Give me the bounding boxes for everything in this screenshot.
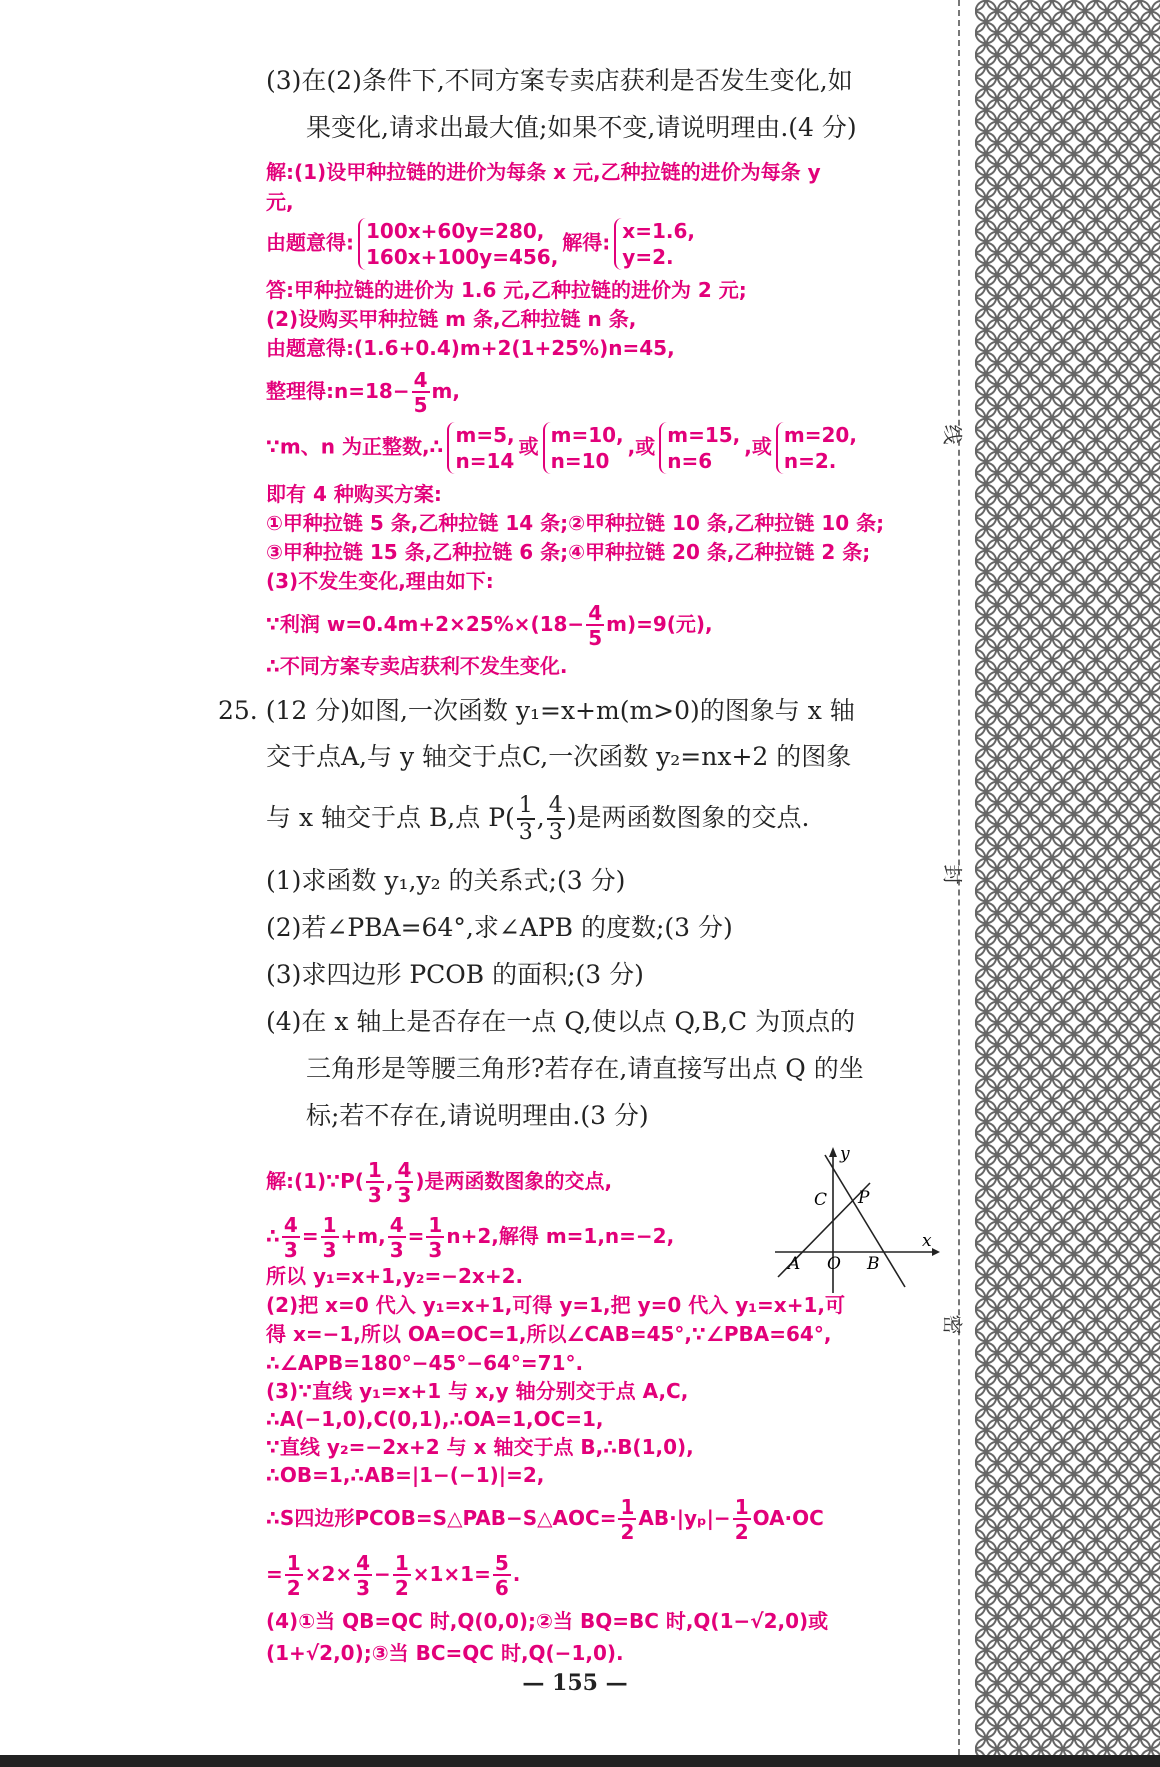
- equals: =: [407, 1224, 425, 1248]
- fraction-numerator: 4: [356, 1551, 371, 1575]
- sol24-line6: 由题意得:(1.6+0.4)m+2(1+25%)n=45,: [266, 336, 675, 360]
- sol25-line2: [266, 1215, 674, 1260]
- q25-sub4-line3: 标;若不存在,请说明理由.(3 分): [306, 1101, 649, 1130]
- fraction-numerator: 1: [620, 1495, 635, 1519]
- sol25-line8: ∴A(−1,0),C(0,1),∴OA=1,OC=1,: [266, 1407, 604, 1431]
- origin-label: O: [827, 1254, 841, 1274]
- q25-sub2: (2)若∠PBA=64°,求∠APB 的度数;(3 分): [266, 913, 733, 942]
- case-3-m: m=15,: [667, 423, 741, 447]
- sol25-line1: [266, 1160, 612, 1205]
- fraction-denominator: 5: [588, 626, 603, 650]
- fraction-numerator: 4: [588, 601, 603, 625]
- y-axis-arrow: [829, 1147, 837, 1157]
- fraction: [354, 1553, 372, 1598]
- margin-mark-secret: 密: [940, 1314, 965, 1335]
- fraction: [393, 1553, 411, 1598]
- sol25-line12-mid1: ×2×: [304, 1562, 353, 1586]
- sol25-line2-prefix: ∴: [266, 1224, 280, 1248]
- sol25-line7: (3)∵直线 y₁=x+1 与 x,y 轴分别交于点 A,C,: [266, 1379, 689, 1403]
- sol25-line3: 所以 y₁=x+1,y₂=−2x+2.: [266, 1264, 524, 1288]
- fraction-denominator: 2: [286, 1576, 301, 1600]
- fraction-denominator: 5: [413, 393, 428, 417]
- q25-line3-prefix: 与 x 轴交于点 B,点 P(: [266, 803, 515, 832]
- fraction-denominator: 3: [356, 1576, 371, 1600]
- sol24-line13: [266, 603, 713, 648]
- fraction-numerator: 4: [413, 368, 428, 392]
- sol25-line2-suffix: n+2,解得 m=1,n=−2,: [446, 1224, 675, 1248]
- fraction-denominator: 3: [322, 1238, 337, 1262]
- sol24-line7: [266, 370, 460, 415]
- margin-mark-seal: 封: [940, 864, 965, 885]
- fraction: [586, 603, 604, 648]
- sol24-line4: 答:甲种拉链的进价为 1.6 元,乙种拉链的进价为 2 元;: [266, 278, 747, 302]
- sol25-line6: ∴∠APB=180°−45°−64°=71°.: [266, 1351, 584, 1375]
- fraction: [412, 370, 430, 415]
- equation-2b: y=2.: [622, 245, 674, 269]
- equation-2a: x=1.6,: [622, 219, 695, 243]
- equals: =: [301, 1224, 319, 1248]
- q25-line3-suffix: )是两函数图象的交点.: [566, 803, 810, 832]
- fraction-denominator: 3: [428, 1238, 443, 1262]
- sol25-line9: ∵直线 y₂=−2x+2 与 x 轴交于点 B,∴B(1,0),: [266, 1435, 694, 1459]
- fraction-denominator: 3: [389, 1238, 404, 1262]
- equation-system-1: [358, 218, 558, 270]
- decorative-border-pattern: [975, 0, 1160, 1755]
- fraction-numerator: 1: [394, 1551, 409, 1575]
- sol24-line7-suffix: m,: [431, 379, 460, 403]
- equation-1b: 160x+100y=456,: [366, 245, 559, 269]
- fraction-numerator: 1: [428, 1213, 443, 1237]
- fraction: [493, 1553, 511, 1598]
- y-axis-label: y: [840, 1145, 850, 1164]
- fraction: [395, 1160, 413, 1205]
- point-a-label: A: [788, 1254, 801, 1274]
- fraction: [547, 795, 565, 844]
- bottom-edge-bar: [0, 1755, 1160, 1767]
- point-c-label: C: [814, 1190, 828, 1210]
- fraction-denominator: 3: [283, 1238, 298, 1262]
- case-1: [447, 422, 514, 474]
- point-b-label: B: [867, 1254, 880, 1274]
- sol24-line9: 即有 4 种购买方案:: [266, 482, 442, 506]
- fraction: [321, 1215, 339, 1260]
- fraction-numerator: 4: [397, 1158, 412, 1182]
- case-2-n: n=10: [550, 449, 610, 473]
- case-4-n: n=2.: [783, 449, 837, 473]
- sol25-line1-prefix: 解:(1)∵P(: [266, 1169, 364, 1193]
- q25-sub1: (1)求函数 y₁,y₂ 的关系式;(3 分): [266, 866, 626, 895]
- sol25-line11-mid: AB·|yₚ|−: [638, 1506, 731, 1530]
- x-axis-arrow: [932, 1248, 940, 1256]
- sol24-line2: 元,: [266, 190, 294, 214]
- sol25-line12-mid2: −: [374, 1562, 391, 1586]
- fraction: [285, 1553, 303, 1598]
- sol25-line1-suffix: )是两函数图象的交点,: [415, 1169, 613, 1193]
- fraction: [517, 795, 535, 844]
- sol24-line11: ③甲种拉链 15 条,乙种拉链 6 条;④甲种拉链 20 条,乙种拉链 2 条;: [266, 540, 871, 564]
- equation-system-2: [614, 218, 695, 270]
- q25-line2: 交于点A,与 y 轴交于点C,一次函数 y₂=nx+2 的图象: [266, 742, 852, 771]
- q25-sub3: (3)求四边形 PCOB 的面积;(3 分): [266, 960, 644, 989]
- sol25-line10: ∴OB=1,∴AB=|1−(−1)|=2,: [266, 1463, 545, 1487]
- sol24-cases-prefix: ∵m、n 为正整数,∴: [266, 434, 444, 459]
- fraction-numerator: 5: [494, 1551, 509, 1575]
- sol24-line7-prefix: 整理得:n=18−: [266, 379, 410, 403]
- fraction-denominator: 2: [620, 1520, 635, 1544]
- comma: ,: [536, 803, 545, 832]
- sol24-line12: (3)不发生变化,理由如下:: [266, 569, 494, 593]
- q24-part3-line1: (3)在(2)条件下,不同方案专卖店获利是否发生变化,如: [266, 66, 853, 95]
- sol25-line11-suffix: OA·OC: [752, 1506, 824, 1530]
- sol25-line2-mid: +m,: [340, 1224, 386, 1248]
- case-4: [776, 422, 857, 474]
- sol24-line14: ∴不同方案专卖店获利不发生变化.: [266, 654, 568, 678]
- sol24-line5: (2)设购买甲种拉链 m 条,乙种拉链 n 条,: [266, 307, 637, 331]
- fraction-numerator: 4: [389, 1213, 404, 1237]
- fraction: [426, 1215, 444, 1260]
- sol24-line1: 解:(1)设甲种拉链的进价为每条 x 元,乙种拉链的进价为每条 y: [266, 160, 821, 184]
- fraction: [282, 1215, 300, 1260]
- sol25-line11-prefix: ∴S四边形PCOB=S△PAB−S△AOC=: [266, 1506, 617, 1530]
- fraction-numerator: 1: [518, 793, 533, 818]
- fraction-numerator: 1: [734, 1495, 749, 1519]
- case-3: [659, 422, 740, 474]
- sol25-line12-suffix: .: [512, 1562, 521, 1586]
- or-word: ,或: [744, 434, 772, 459]
- sol25-line12-mid3: ×1×1=: [412, 1562, 491, 1586]
- case-4-m: m=20,: [783, 423, 857, 447]
- or-word: 或: [518, 434, 539, 459]
- fraction-numerator: 1: [367, 1158, 382, 1182]
- sol24-line10: ①甲种拉链 5 条,乙种拉链 14 条;②甲种拉链 10 条,乙种拉链 10 条;: [266, 511, 885, 535]
- function-graph: [770, 1145, 940, 1295]
- or-word: ,或: [627, 434, 656, 459]
- case-1-n: n=14: [455, 449, 515, 473]
- case-2: [543, 422, 624, 474]
- case-1-m: m=5,: [455, 423, 515, 447]
- fraction: [388, 1215, 406, 1260]
- q25-sub4-line2: 三角形是等腰三角形?若存在,请直接写出点 Q 的坐: [306, 1054, 864, 1083]
- fraction-denominator: 2: [734, 1520, 749, 1544]
- fraction-numerator: 4: [283, 1213, 298, 1237]
- sol24-line13-prefix: ∵利润 w=0.4m+2×25%×(18−: [266, 612, 585, 636]
- comma: ,: [385, 1169, 394, 1193]
- sol25-line11: [266, 1497, 824, 1542]
- sol25-line5: 得 x=−1,所以 OA=OC=1,所以∠CAB=45°,∵∠PBA=64°,: [266, 1322, 832, 1346]
- fraction: [366, 1160, 384, 1205]
- sol24-solve-label: 解得:: [562, 230, 611, 255]
- sol25-line12-prefix: =: [266, 1562, 283, 1586]
- sol25-line4: (2)把 x=0 代入 y₁=x+1,可得 y=1,把 y=0 代入 y₁=x+1,可: [266, 1293, 845, 1317]
- case-2-m: m=10,: [550, 423, 624, 447]
- q25-line1: 25. (12 分)如图,一次函数 y₁=x+m(m>0)的图象与 x 轴: [218, 696, 855, 725]
- sol25-line12: [266, 1553, 520, 1598]
- fraction-numerator: 1: [322, 1213, 337, 1237]
- sol25-line14: (1+√2,0);③当 BC=QC 时,Q(−1,0).: [266, 1641, 624, 1665]
- fraction-denominator: 6: [494, 1576, 509, 1600]
- q25-line3: [266, 795, 809, 844]
- fraction: [733, 1497, 751, 1542]
- q25-sub4-line1: (4)在 x 轴上是否存在一点 Q,使以点 Q,B,C 为顶点的: [266, 1007, 856, 1036]
- fraction: [618, 1497, 636, 1542]
- fraction-numerator: 1: [286, 1551, 301, 1575]
- fraction-numerator: 4: [548, 793, 563, 818]
- x-axis-label: x: [922, 1231, 932, 1251]
- point-p-label: P: [858, 1188, 870, 1208]
- fraction-denominator: 3: [397, 1183, 412, 1207]
- equation-1a: 100x+60y=280,: [366, 219, 545, 243]
- margin-mark-line: 线: [940, 424, 965, 445]
- sol24-system-prefix: 由题意得:: [266, 230, 354, 255]
- fraction-denominator: 3: [548, 820, 563, 845]
- fraction-denominator: 2: [394, 1576, 409, 1600]
- q24-part3-line2: 果变化,请求出最大值;如果不变,请说明理由.(4 分): [306, 113, 857, 142]
- fraction-denominator: 3: [518, 820, 533, 845]
- fraction-denominator: 3: [367, 1183, 382, 1207]
- sol24-system-line: [266, 218, 699, 270]
- sol25-line13: (4)①当 QB=QC 时,Q(0,0);②当 BQ=BC 时,Q(1−√2,0)或: [266, 1609, 829, 1633]
- case-3-n: n=6: [667, 449, 713, 473]
- page-number: — 155 —: [522, 1670, 628, 1696]
- sol24-line13-suffix: m)=9(元),: [606, 612, 713, 636]
- sol24-cases-line: [266, 422, 861, 474]
